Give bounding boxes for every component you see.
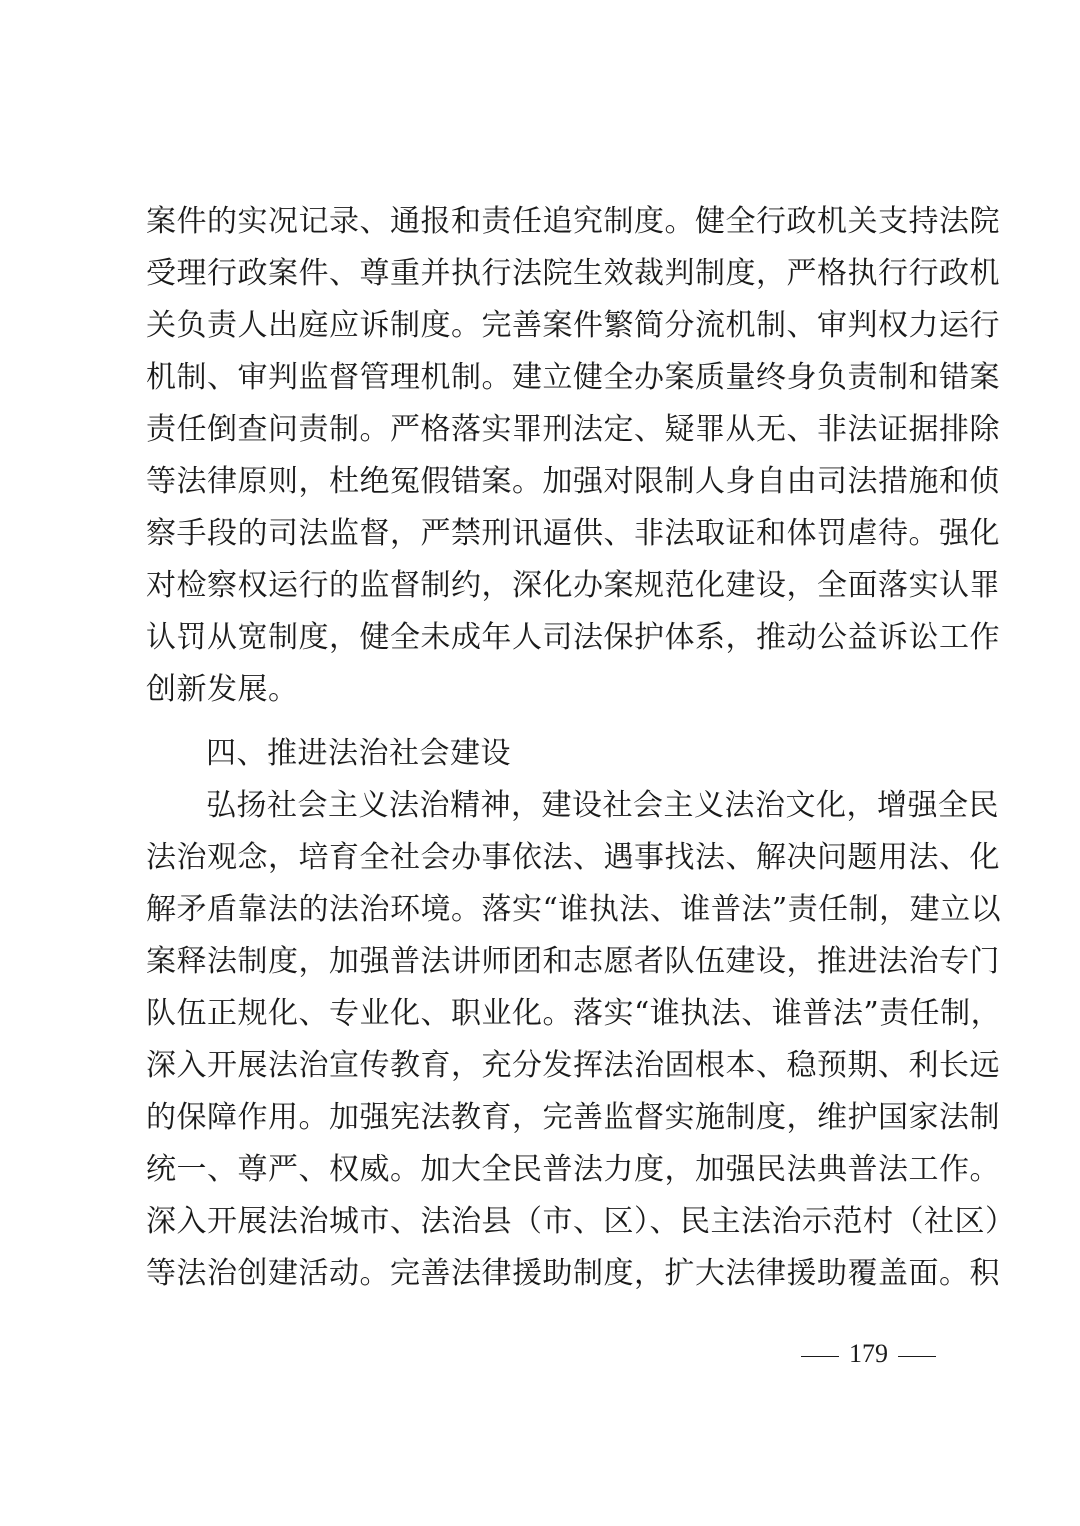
text-line: 弘扬社会主义法治精神，建设社会主义法治文化，增强全民 bbox=[206, 788, 999, 823]
text-line: 深入开展法治宣传教育，充分发挥法治固根本、稳预期、利长远 bbox=[146, 1048, 1000, 1083]
page-number-dash-right bbox=[898, 1356, 936, 1357]
text-line: 案件的实况记录、通报和责任追究制度。健全行政机关支持法院 bbox=[146, 204, 1000, 239]
text-line: 等法治创建活动。完善法律援助制度，扩大法律援助覆盖面。积 bbox=[146, 1256, 1000, 1291]
section-heading: 四、推进法治社会建设 bbox=[206, 736, 511, 771]
text-line: 对检察权运行的监督制约，深化办案规范化建设，全面落实认罪 bbox=[146, 568, 1000, 603]
text-line: 认罚从宽制度，健全未成年人司法保护体系，推动公益诉讼工作 bbox=[146, 620, 1000, 655]
section-rule-of-law-society bbox=[146, 728, 1016, 1300]
text-line: 法治观念，培育全社会办事依法、遇事找法、解决问题用法、化 bbox=[146, 840, 1000, 875]
page-number bbox=[791, 1336, 946, 1372]
text-line: 察手段的司法监督，严禁刑讯逼供、非法取证和体罚虐待。强化 bbox=[146, 516, 1000, 551]
text-line: 等法律原则，杜绝冤假错案。加强对限制人身自由司法措施和侦 bbox=[146, 464, 1000, 499]
text-line: 关负责人出庭应诉制度。完善案件繁简分流机制、审判权力运行 bbox=[146, 308, 1000, 343]
text-line: 的保障作用。加强宪法教育，完善监督实施制度，维护国家法制 bbox=[146, 1100, 1000, 1135]
text-line: 队伍正规化、专业化、职业化。落实“谁执法、谁普法”责任制， bbox=[146, 996, 1002, 1031]
text-line: 深入开展法治城市、法治县（市、区）、民主法治示范村（社区） bbox=[146, 1204, 1016, 1239]
text-line: 案释法制度，加强普法讲师团和志愿者队伍建设，推进法治专门 bbox=[146, 944, 1000, 979]
text-line: 责任倒查问责制。严格落实罪刑法定、疑罪从无、非法证据排除 bbox=[146, 412, 1000, 447]
text-line: 受理行政案件、尊重并执行法院生效裁判制度，严格执行行政机 bbox=[146, 256, 1000, 291]
paragraph-judicial-reform bbox=[146, 196, 1000, 716]
page-number-value: 179 bbox=[849, 1339, 888, 1368]
text-line: 统一、尊严、权威。加大全民普法力度，加强民法典普法工作。 bbox=[146, 1152, 1000, 1187]
text-line: 解矛盾靠法的法治环境。落实“谁执法、谁普法”责任制，建立以 bbox=[146, 892, 1002, 927]
text-line: 机制、审判监督管理机制。建立健全办案质量终身负责制和错案 bbox=[146, 360, 1000, 395]
page-number-dash-left bbox=[801, 1356, 839, 1357]
text-line: 创新发展。 bbox=[146, 672, 299, 707]
